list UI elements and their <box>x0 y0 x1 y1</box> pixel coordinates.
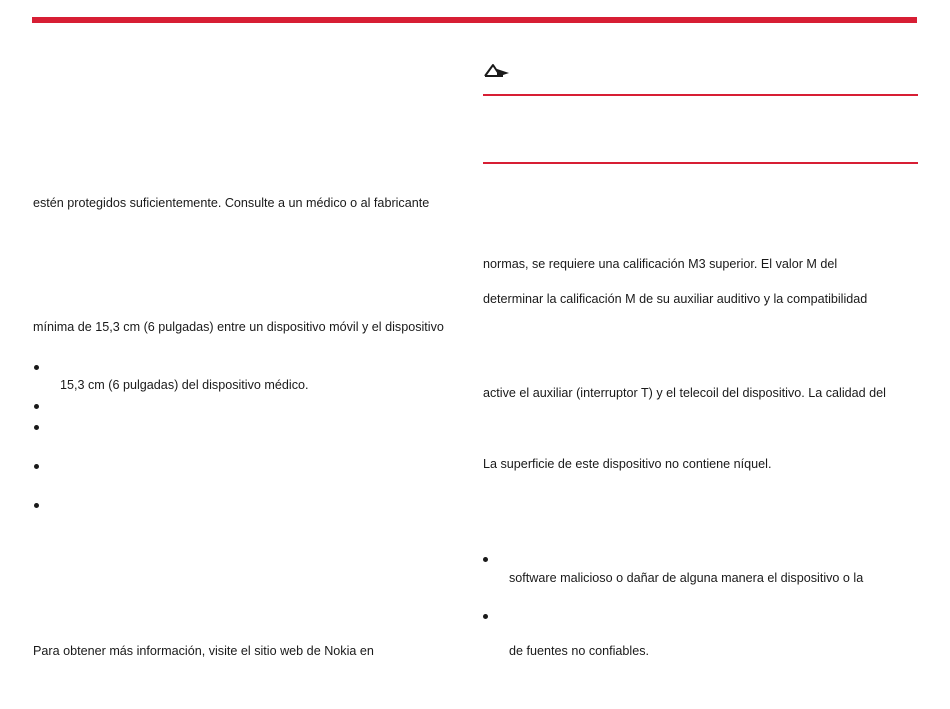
bullet-marker <box>34 365 39 370</box>
bullet-marker <box>483 557 488 562</box>
right-text-line: determinar la calificación M de su auxiliar auditivo y la compatibilidad <box>483 292 868 306</box>
warning-top-rule <box>483 94 918 96</box>
bullet-marker <box>34 503 39 508</box>
left-text-line: estén protegidos suficientemente. Consulte a un médico o al fabricante <box>33 196 430 210</box>
warning-icon <box>483 61 511 81</box>
bullet-text: 15,3 cm (6 pulgadas) del dispositivo médico. <box>60 378 309 392</box>
warning-bottom-rule <box>483 162 918 164</box>
bullet-marker <box>483 614 488 619</box>
right-text-line: active el auxiliar (interruptor T) y el telecoil del dispositivo. La calidad del <box>483 386 886 400</box>
bullet-marker <box>34 425 39 430</box>
bullet-marker <box>34 464 39 469</box>
right-text-line: La superficie de este dispositivo no contiene níquel. <box>483 457 772 471</box>
left-text-line: mínima de 15,3 cm (6 pulgadas) entre un dispositivo móvil y el dispositivo <box>33 320 444 334</box>
bullet-text: software malicioso o dañar de alguna manera el dispositivo o la <box>509 571 864 585</box>
bullet-marker <box>34 404 39 409</box>
right-text-line: normas, se requiere una calificación M3 superior. El valor M del <box>483 257 838 271</box>
left-footer-line: Para obtener más información, visite el sitio web de Nokia en <box>33 644 374 658</box>
header-accent-bar <box>32 17 917 23</box>
bullet-text: de fuentes no confiables. <box>509 644 650 658</box>
